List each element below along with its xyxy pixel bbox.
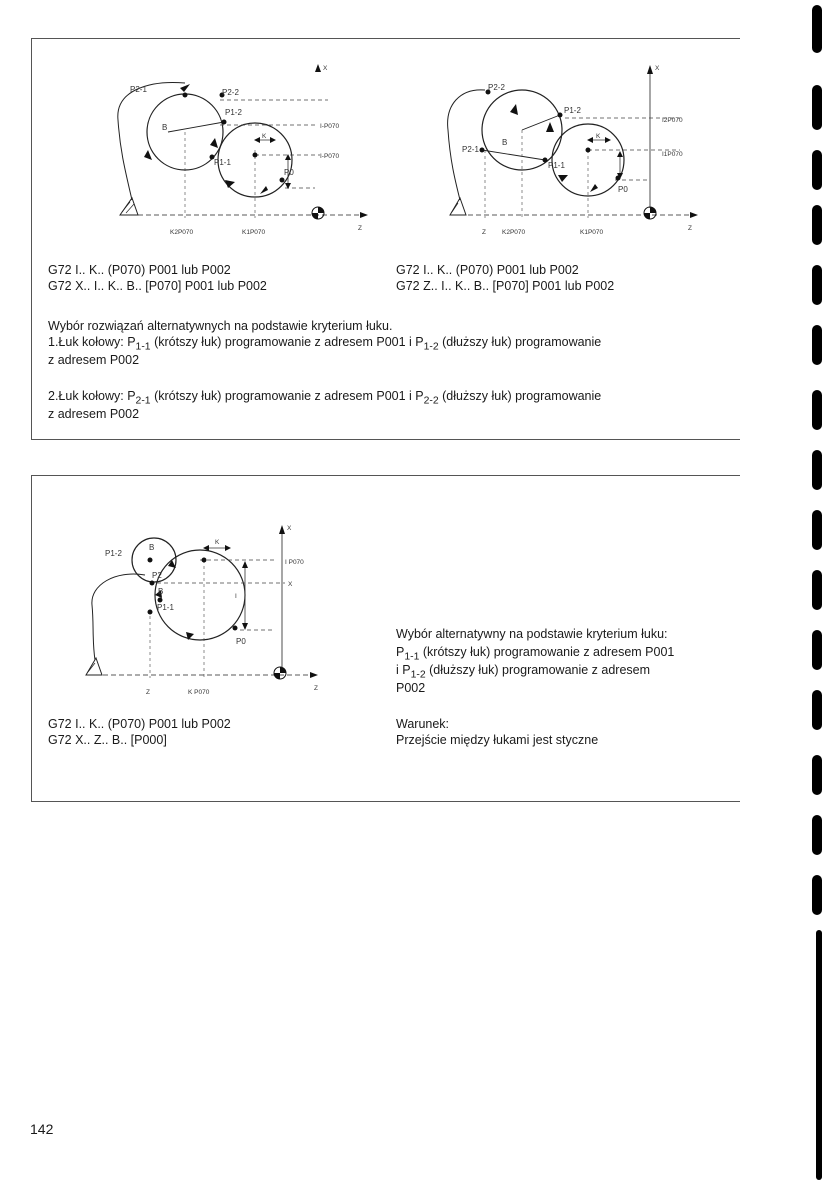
label-k: K bbox=[596, 133, 601, 140]
label-i1po70: I1P070 bbox=[662, 151, 683, 158]
item-1: 1.Łuk kołowy: $P_{1-1}$ (krótszy łuk) programowanie z adresem P001 i $P_{1-2}$ (dłuższy łuk) programowanie bbox=[48, 335, 602, 353]
code-bottom-2: G72 X.. Z.. B.. [P000] bbox=[48, 733, 167, 747]
workpiece-contour bbox=[92, 574, 145, 660]
label-ipo70b: I-P070 bbox=[320, 153, 340, 160]
label-p21: P2-1 bbox=[130, 85, 147, 94]
label-b-top: B bbox=[149, 543, 155, 552]
label-p22: P2-2 bbox=[488, 83, 505, 92]
code-right-2: G72 Z.. I.. K.. B.. [P070] P001 lub P002 bbox=[396, 279, 615, 293]
label-p22: P2-2 bbox=[222, 88, 239, 97]
alt-title: Wybór alternatywny na podstawie kryterium łuku: bbox=[396, 627, 668, 641]
label-b: B bbox=[502, 138, 508, 147]
label-p12: P1-2 bbox=[225, 108, 242, 117]
label-p12: P1-2 bbox=[564, 106, 581, 115]
label-k: K bbox=[215, 539, 220, 546]
label-kpo70: K P070 bbox=[188, 689, 210, 696]
label-p11: P1-1 bbox=[548, 161, 565, 170]
label-p11: P1-1 bbox=[157, 603, 174, 612]
intro-text: Wybór rozwiązań alternatywnych na podstawie kryterium łuku. bbox=[48, 319, 393, 333]
alt-line1: $P_{1-1}$ (krótszy łuk) programowanie z adresem P001 bbox=[396, 645, 675, 663]
item-2-line2: z adresem P002 bbox=[48, 407, 140, 421]
label-x: X bbox=[323, 65, 328, 72]
label-p0: P0 bbox=[284, 168, 294, 177]
label-p0: P0 bbox=[236, 637, 246, 646]
base-hatch bbox=[450, 198, 466, 215]
label-z: Z bbox=[358, 225, 362, 232]
label-ipo70: I-P070 bbox=[320, 123, 340, 130]
label-z-axis: Z bbox=[314, 685, 318, 692]
arc-circle-large bbox=[155, 550, 245, 640]
alt-line3: P002 bbox=[396, 681, 426, 695]
code-left-1: G72 I.. K.. (P070) P001 lub P002 bbox=[48, 263, 231, 277]
label-x: X bbox=[655, 65, 660, 72]
label-b: B bbox=[162, 123, 168, 132]
diagram-left bbox=[110, 60, 380, 240]
label-k2po70: K2P070 bbox=[170, 229, 194, 236]
arc-circle-2 bbox=[552, 124, 624, 196]
label-p2: P2 bbox=[152, 571, 162, 580]
label-z-base: Z bbox=[482, 229, 486, 236]
code-bottom-1: G72 I.. K.. (P070) P001 lub P002 bbox=[48, 717, 231, 731]
label-z: Z bbox=[688, 225, 692, 232]
code-left-2: G72 X.. I.. K.. B.. [P070] P001 lub P002 bbox=[48, 279, 267, 293]
label-p11: P1-1 bbox=[214, 158, 231, 167]
label-k1po70: K1P070 bbox=[580, 229, 604, 236]
alt-line2: i $P_{1-2}$ (dłuższy łuk) programowanie z adresem bbox=[396, 663, 651, 681]
label-p0: P0 bbox=[618, 185, 628, 194]
condition-text: Przejście między łukami jest styczne bbox=[396, 733, 599, 747]
label-b: B bbox=[158, 587, 164, 596]
label-i: I bbox=[235, 593, 237, 600]
label-x-axis: X bbox=[287, 525, 292, 532]
diagram-right bbox=[440, 60, 710, 240]
base-hatch bbox=[86, 658, 102, 675]
diagram-bottom bbox=[70, 520, 340, 700]
label-p12: P1-2 bbox=[105, 549, 122, 558]
label-z-base: Z bbox=[146, 689, 150, 696]
label-i2po70: I2P070 bbox=[662, 117, 683, 124]
workpiece-contour bbox=[118, 82, 185, 200]
label-k2po70: K2P070 bbox=[502, 229, 526, 236]
item-2: 2.Łuk kołowy: $P_{2-1}$ (krótszy łuk) programowanie z adresem P001 i $P_{2-2}$ (dłuższy łuk) programowanie bbox=[48, 389, 602, 407]
label-k1po70: K1P070 bbox=[242, 229, 266, 236]
condition-label: Warunek: bbox=[396, 717, 450, 731]
label-x-line: X bbox=[288, 581, 293, 588]
label-k: K bbox=[262, 133, 267, 140]
base-hatch bbox=[120, 198, 138, 215]
label-p21: P2-1 bbox=[462, 145, 479, 154]
item-1-line2: z adresem P002 bbox=[48, 353, 140, 367]
code-right-1: G72 I.. K.. (P070) P001 lub P002 bbox=[396, 263, 579, 277]
label-ipo70: I P070 bbox=[285, 559, 304, 566]
page-number: 142 bbox=[30, 1121, 54, 1137]
